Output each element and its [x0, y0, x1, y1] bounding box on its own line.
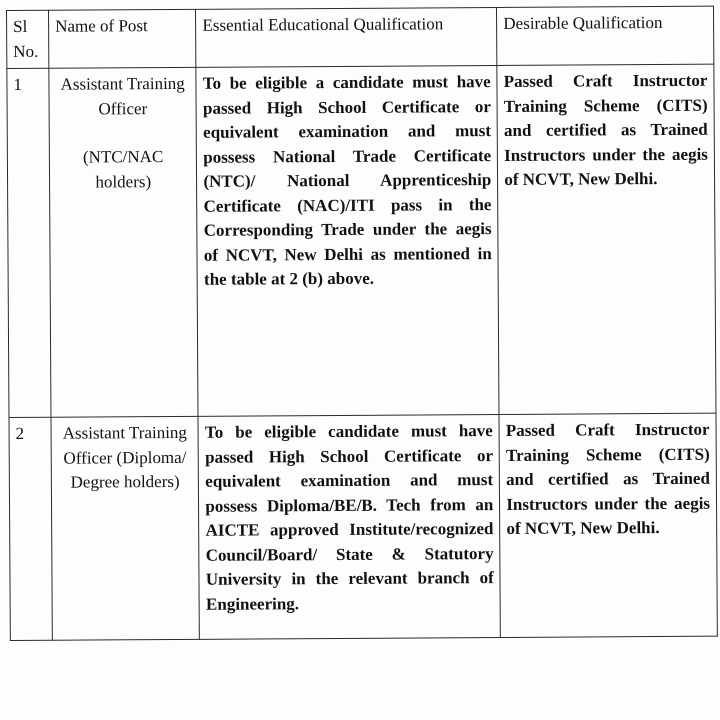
row-sl-number: 2: [9, 417, 52, 640]
post-title: Assistant Training Officer (Diploma/ Degree holders): [62, 422, 187, 492]
row-post-name: [49, 67, 198, 417]
row-post-name: [51, 416, 200, 640]
header-name-of-post: Name of Post: [49, 9, 197, 68]
header-desirable-qualification: Desirable Qualification: [497, 6, 714, 65]
post-title: Assistant Training Officer: [60, 73, 185, 118]
row-desirable-qualification: Passed Craft Instructor Training Scheme (CITS) and certified as Trained Instructors under the aegis of NCVT, New Delhi.: [499, 413, 717, 637]
row-essential-qualification: To be eligible candidate must have passed High School Certificate or equivalent examination and must possess Diploma/BE/B. Tech from an AICTE approved Institute/recognized Council/Board/ State & Statutory University in the relevant branch of Engineering.: [198, 414, 500, 639]
qualification-table: [6, 6, 718, 641]
row-desirable-qualification: Passed Craft Instructor Training Scheme (CITS) and certified as Trained Instructors under the aegis of NCVT, New Delhi.: [497, 64, 716, 414]
table-header-row: [7, 6, 714, 68]
post-subtitle: (NTC/NAC holders): [82, 147, 164, 191]
table-row: [9, 413, 717, 640]
header-essential-qualification: Essential Educational Qualification: [196, 8, 497, 68]
table-row: [7, 64, 716, 417]
row-essential-qualification: To be eligible a candidate must have passed High School Certificate or equivalent examination and must possess National Trade Certificate (NTC)/ National Apprenticeship Certificate (NAC)/ITI pass in the Corresponding Trade under the aegis of NCVT, New Delhi as mentioned in the table at 2 (b) above.: [196, 66, 499, 417]
row-sl-number: 1: [7, 68, 51, 417]
header-sl-no: Sl No.: [7, 10, 49, 68]
